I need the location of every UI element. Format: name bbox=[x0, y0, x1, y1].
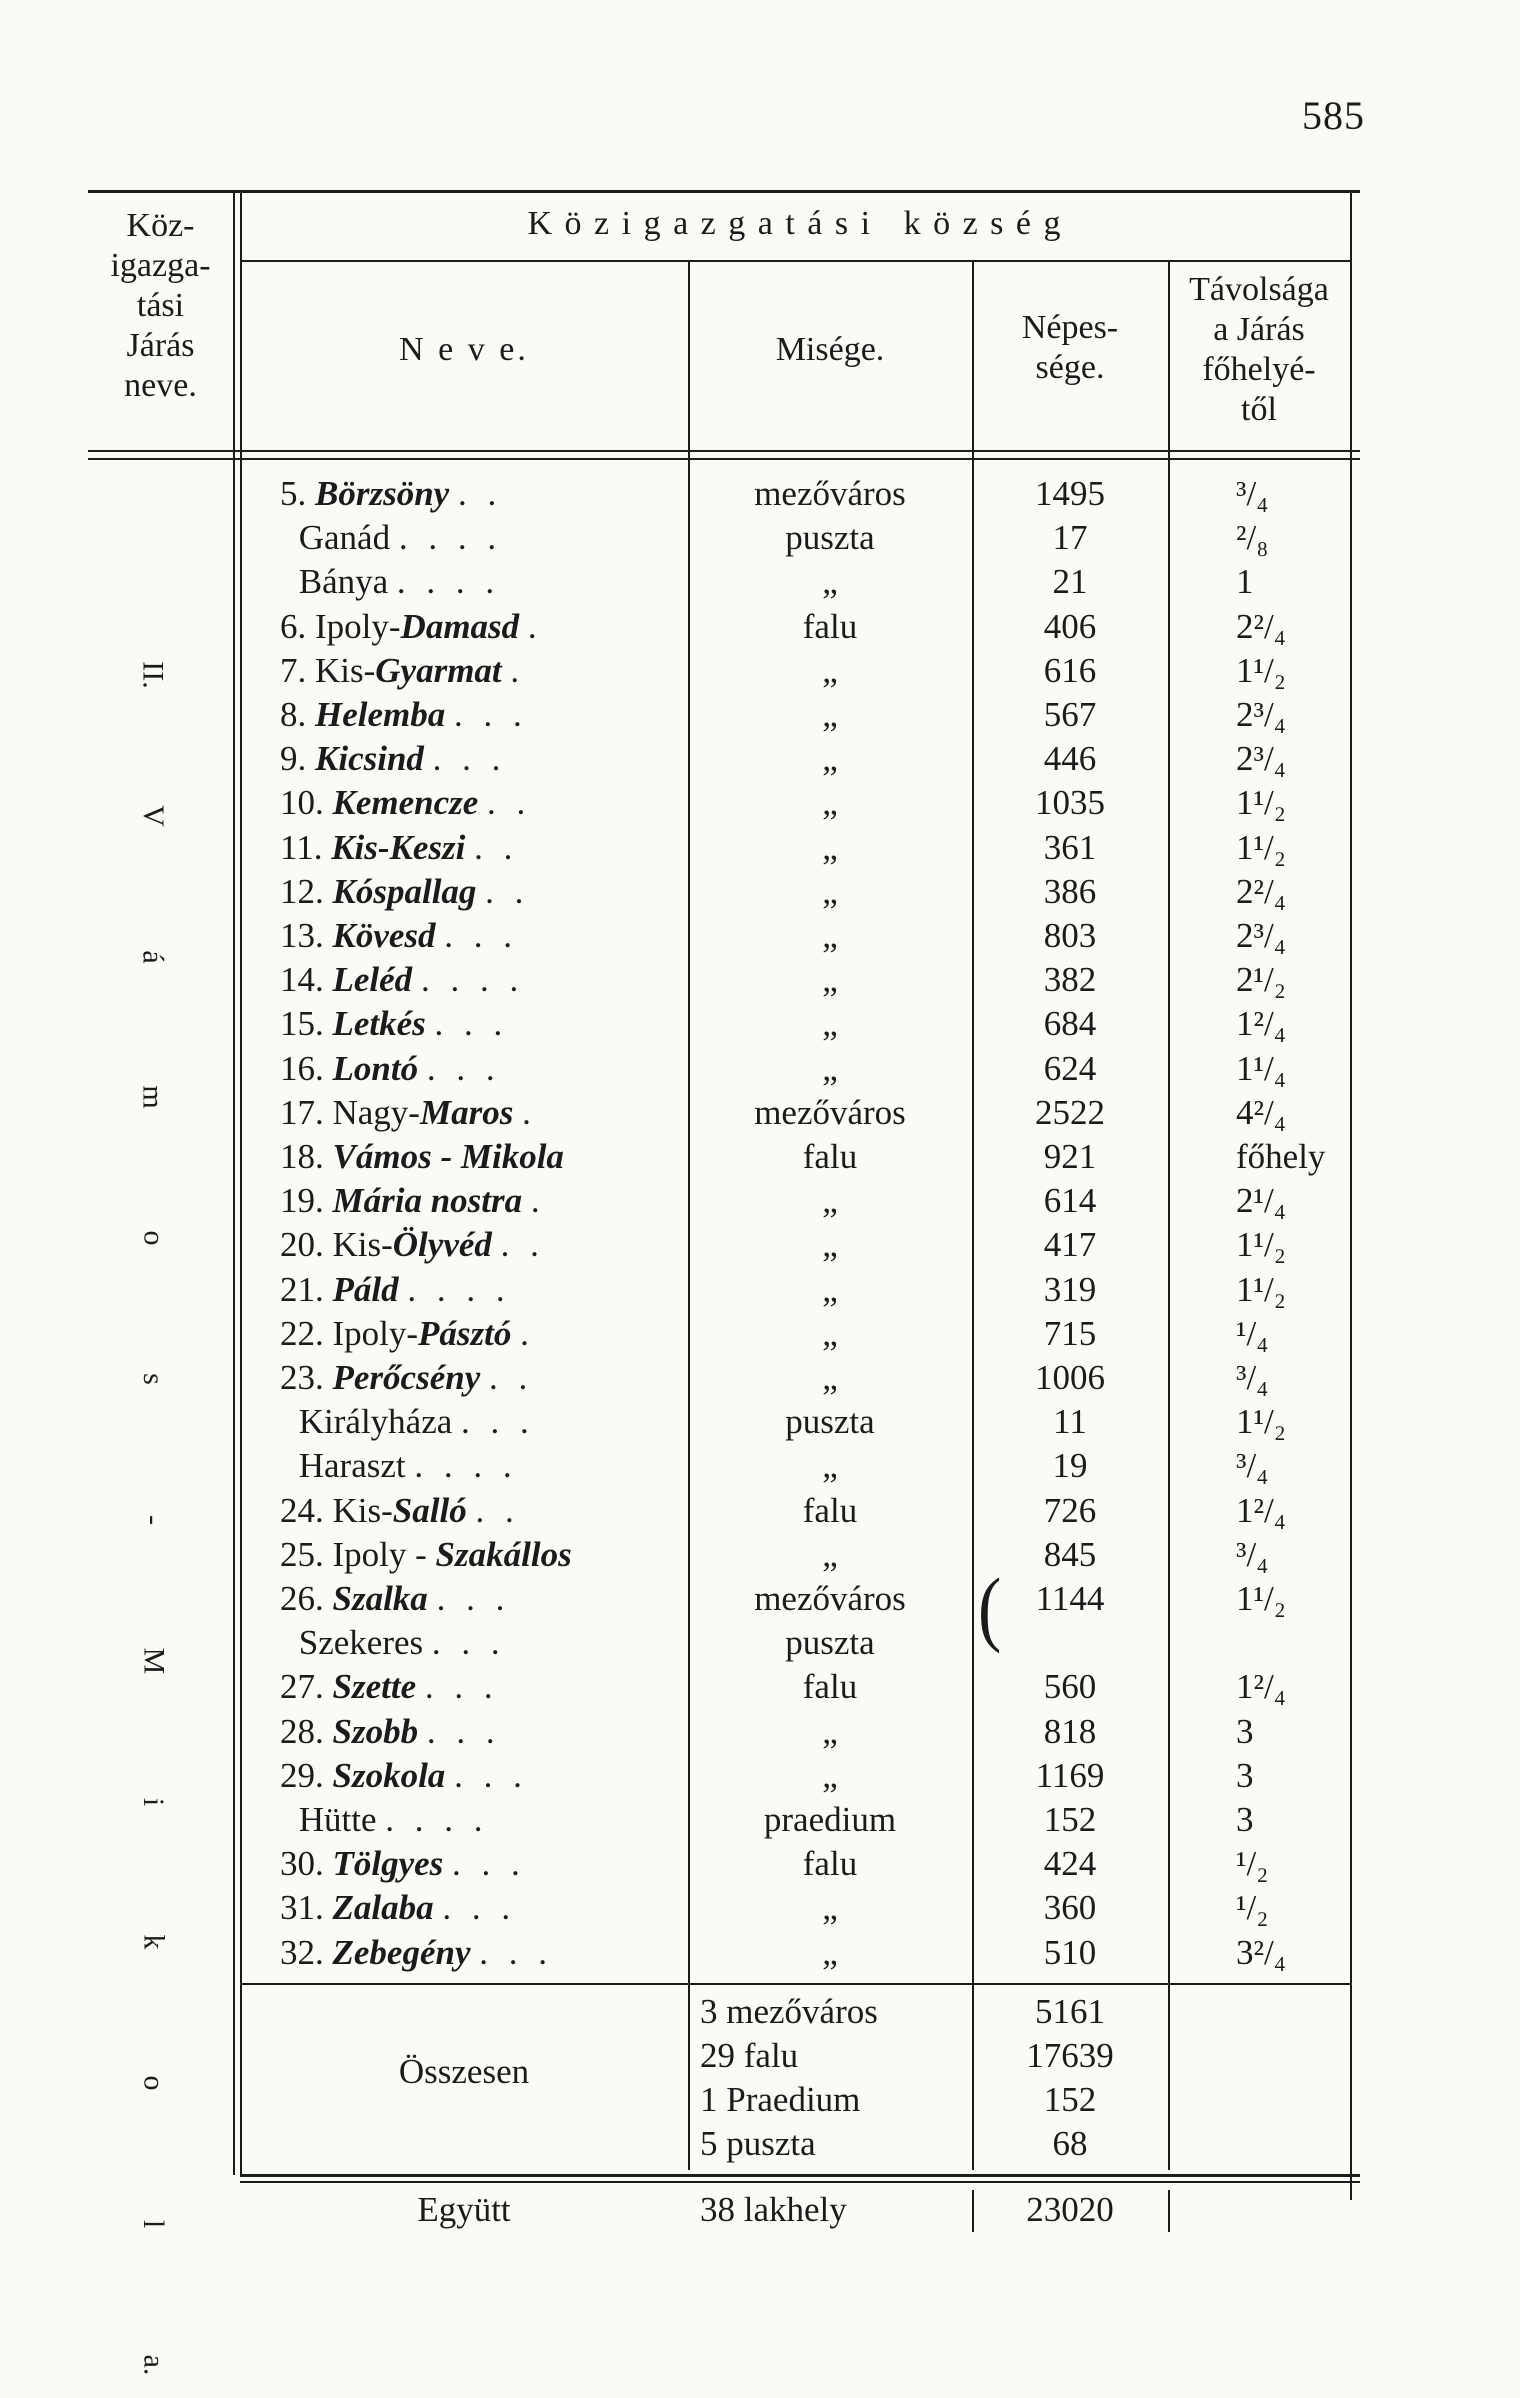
table-row bbox=[88, 1798, 1350, 1842]
municipality-rank: falu bbox=[802, 1137, 858, 1176]
municipality-rank: mezőváros bbox=[754, 1579, 906, 1618]
municipality-population: 319 bbox=[1043, 1269, 1097, 1309]
municipality-name: 31. Zalaba . . . bbox=[280, 1888, 517, 1928]
municipality-rank: „ bbox=[822, 1446, 838, 1486]
municipality-population: 803 bbox=[1043, 916, 1097, 955]
total-sep-2 bbox=[1168, 2190, 1170, 2232]
municipality-rank: „ bbox=[822, 916, 838, 955]
table-row bbox=[88, 1002, 1350, 1046]
municipality-population: 715 bbox=[1043, 1313, 1097, 1353]
municipality-population: 921 bbox=[1043, 1137, 1097, 1176]
municipality-distance: 2²/₄ bbox=[1236, 606, 1286, 646]
municipality-name: 8. Helemba . . . bbox=[280, 695, 528, 734]
municipality-population: 616 bbox=[1043, 650, 1097, 690]
table-row bbox=[88, 781, 1350, 825]
municipality-name: 15. Letkés . . . bbox=[280, 1004, 509, 1044]
municipality-distance: 2²/₄ bbox=[1236, 871, 1286, 911]
summary-population: 17639 bbox=[1026, 2036, 1114, 2075]
table-row bbox=[88, 958, 1350, 1002]
municipality-rank: „ bbox=[822, 1534, 838, 1574]
district-letter: s bbox=[137, 1373, 170, 1385]
summary-kind: 3 mezőváros bbox=[700, 1992, 878, 2031]
district-letter: a. bbox=[136, 2354, 170, 2376]
district-letter: V bbox=[136, 804, 170, 827]
table-row bbox=[88, 1754, 1350, 1798]
municipality-distance: 2¹/₂ bbox=[1236, 960, 1286, 1000]
municipality-distance: 1¹/₂ bbox=[1236, 1269, 1286, 1309]
name-column-header: N e v e. bbox=[399, 331, 529, 368]
district-letter: k bbox=[137, 1934, 170, 1950]
municipality-name: 32. Zebegény . . . bbox=[280, 1932, 553, 1972]
municipality-rank: „ bbox=[822, 562, 838, 602]
municipality-rank: „ bbox=[822, 1269, 838, 1309]
table-row bbox=[88, 1179, 1350, 1223]
municipality-distance: 1¹/₂ bbox=[1236, 1402, 1286, 1442]
municipality-population: 361 bbox=[1043, 827, 1097, 867]
top-rule bbox=[88, 190, 1360, 193]
municipality-distance: ¹/₄ bbox=[1236, 1313, 1269, 1353]
municipality-population: 19 bbox=[1052, 1446, 1088, 1486]
municipality-distance: 1¹/₂ bbox=[1236, 827, 1286, 867]
municipality-population: 624 bbox=[1043, 1048, 1097, 1088]
total-count: 38 lakhely bbox=[700, 2190, 847, 2229]
municipality-name: 28. Szobb . . . bbox=[280, 1711, 501, 1751]
population-column-header: Népes- sége. bbox=[1021, 309, 1119, 386]
municipality-rank: „ bbox=[822, 1358, 838, 1397]
municipality-name: 9. Kicsind . . . bbox=[280, 739, 507, 779]
municipality-rank: „ bbox=[822, 1755, 838, 1795]
municipality-rank: puszta bbox=[785, 1402, 875, 1442]
municipality-distance: 3 bbox=[1236, 1711, 1254, 1751]
municipality-name: 7. Kis-Gyarmat . bbox=[280, 650, 526, 690]
table-row bbox=[88, 826, 1350, 870]
summary-population: 152 bbox=[1043, 2080, 1097, 2119]
table-row bbox=[88, 1091, 1350, 1135]
district-letter: á bbox=[136, 949, 170, 964]
municipality-population: 11 bbox=[1053, 1402, 1087, 1442]
municipality-population: 567 bbox=[1043, 695, 1097, 734]
municipality-distance: ³/₄ bbox=[1236, 474, 1269, 513]
table-row bbox=[88, 737, 1350, 781]
municipality-population: 152 bbox=[1043, 1800, 1097, 1839]
table-row bbox=[88, 1047, 1350, 1091]
municipality-rank: „ bbox=[822, 827, 838, 867]
municipality-population: 1169 bbox=[1035, 1755, 1105, 1795]
district-letter: l bbox=[137, 2219, 170, 2229]
municipality-name: 30. Tölgyes . . . bbox=[280, 1844, 526, 1884]
municipality-rank: „ bbox=[822, 1004, 838, 1044]
municipality-population: 360 bbox=[1043, 1888, 1097, 1928]
municipality-population: 845 bbox=[1043, 1534, 1097, 1574]
municipality-name: 27. Szette . . . bbox=[280, 1667, 499, 1707]
municipality-population: 510 bbox=[1043, 1932, 1097, 1972]
municipality-rank: mezőváros bbox=[754, 1092, 906, 1132]
municipality-population: 424 bbox=[1043, 1844, 1097, 1884]
page-number: 585 bbox=[1302, 93, 1365, 138]
total-label: Együtt bbox=[417, 2190, 511, 2229]
municipality-population: 382 bbox=[1043, 960, 1097, 1000]
municipality-name: 23. Perőcsény . . bbox=[280, 1358, 534, 1397]
municipality-name: 10. Kemencze . . bbox=[280, 783, 532, 823]
municipality-name: Királyháza . . . bbox=[298, 1402, 535, 1442]
municipality-rank: „ bbox=[822, 650, 838, 690]
municipality-population: 21 bbox=[1052, 562, 1088, 602]
summary-population: 5161 bbox=[1035, 1992, 1105, 2031]
total-population: 23020 bbox=[1026, 2190, 1114, 2229]
table-row bbox=[88, 1312, 1350, 1356]
municipality-distance: 1¹/₂ bbox=[1236, 1579, 1286, 1618]
municipality-distance: 2³/₄ bbox=[1236, 695, 1286, 734]
municipality-rank: mezőváros bbox=[754, 474, 906, 513]
distance-column-header: Távolsága a Járás főhelyé- től bbox=[1189, 271, 1329, 428]
municipality-rank: falu bbox=[802, 606, 858, 646]
municipality-distance: 1²/₄ bbox=[1236, 1004, 1286, 1044]
table-row bbox=[88, 1489, 1350, 1533]
table-row bbox=[88, 605, 1350, 649]
municipality-rank: „ bbox=[822, 871, 838, 911]
municipality-distance: 3 bbox=[1236, 1800, 1254, 1839]
table-row bbox=[88, 1223, 1350, 1267]
municipality-distance: 2³/₄ bbox=[1236, 916, 1286, 955]
municipality-name: 29. Szokola . . . bbox=[280, 1755, 528, 1795]
municipality-rank: praedium bbox=[763, 1800, 897, 1839]
municipality-distance: ³/₄ bbox=[1236, 1534, 1269, 1574]
table-row bbox=[88, 1135, 1350, 1179]
municipality-rank: puszta bbox=[785, 518, 875, 558]
table-row bbox=[88, 1356, 1350, 1400]
municipality-distance: 1¹/₄ bbox=[1236, 1048, 1286, 1088]
municipality-distance: 1¹/₂ bbox=[1236, 650, 1286, 690]
municipality-rank: „ bbox=[822, 1888, 838, 1928]
municipality-name: 18. Vámos - Mikola bbox=[280, 1137, 564, 1176]
municipality-distance: 1 bbox=[1236, 562, 1254, 602]
table-row bbox=[88, 1533, 1350, 1577]
summary-population: 68 bbox=[1052, 2124, 1088, 2163]
municipality-population: 417 bbox=[1043, 1225, 1097, 1265]
table-row bbox=[88, 1268, 1350, 1312]
municipality-distance: 1¹/₂ bbox=[1236, 783, 1286, 823]
table-row bbox=[88, 1400, 1350, 1444]
municipality-rank: „ bbox=[822, 960, 838, 1000]
district-letter: m bbox=[137, 1085, 170, 1110]
district-letter: II. bbox=[136, 661, 170, 689]
table-row bbox=[88, 1577, 1350, 1621]
municipality-name: 17. Nagy-Maros . bbox=[280, 1092, 537, 1132]
municipality-name: 11. Kis-Keszi . . bbox=[280, 827, 519, 867]
municipality-rank: falu bbox=[802, 1844, 858, 1884]
municipality-name: 24. Kis-Salló . . bbox=[280, 1490, 520, 1530]
table-row bbox=[88, 1886, 1350, 1930]
municipality-population: 560 bbox=[1043, 1667, 1097, 1707]
municipality-distance: ²/₈ bbox=[1236, 518, 1269, 558]
municipality-name: 22. Ipoly-Pásztó . bbox=[280, 1313, 535, 1353]
municipality-name: 16. Lontó . . . bbox=[280, 1048, 501, 1088]
municipality-population: 2522 bbox=[1035, 1092, 1105, 1132]
table-row bbox=[88, 560, 1350, 604]
municipality-rank: „ bbox=[822, 1711, 838, 1751]
municipality-population: 1495 bbox=[1035, 474, 1105, 513]
table-row bbox=[88, 914, 1350, 958]
municipality-population: 726 bbox=[1043, 1490, 1097, 1530]
summary-label: Összesen bbox=[398, 2052, 530, 2091]
municipality-name: 5. Börzsöny . . bbox=[280, 474, 503, 513]
table-row bbox=[88, 516, 1350, 560]
municipality-name: 13. Kövesd . . . bbox=[280, 916, 519, 955]
municipality-rank: puszta bbox=[785, 1623, 875, 1663]
municipality-distance: 3²/₄ bbox=[1236, 1932, 1286, 1972]
municipality-distance: ¹/₂ bbox=[1236, 1888, 1269, 1928]
district-letter: - bbox=[137, 1514, 170, 1525]
table-row bbox=[88, 870, 1350, 914]
municipality-name: 25. Ipoly - Szakállos bbox=[280, 1534, 572, 1574]
municipality-distance: 4²/₄ bbox=[1236, 1092, 1286, 1132]
municipality-population: 1144 bbox=[1035, 1579, 1105, 1618]
municipality-name: 20. Kis-Ölyvéd . . bbox=[280, 1225, 545, 1265]
table-row bbox=[88, 1710, 1350, 1754]
municipality-rank: „ bbox=[822, 1225, 838, 1265]
municipality-distance: 2³/₄ bbox=[1236, 739, 1286, 779]
municipality-distance: 3 bbox=[1236, 1755, 1254, 1795]
total-rule-1 bbox=[240, 2174, 1360, 2177]
municipality-population: 446 bbox=[1043, 739, 1097, 779]
municipality-distance: ¹/₂ bbox=[1236, 1844, 1269, 1884]
municipality-population: 406 bbox=[1043, 606, 1097, 646]
municipality-rank: „ bbox=[822, 1181, 838, 1221]
municipality-name: Hütte . . . . bbox=[298, 1800, 489, 1839]
subheader-rule bbox=[240, 260, 1350, 262]
municipality-rank: „ bbox=[822, 1313, 838, 1353]
municipality-rank: „ bbox=[822, 695, 838, 734]
district-letter: o bbox=[137, 1230, 170, 1246]
municipality-name: 19. Mária nostra . bbox=[280, 1181, 546, 1221]
municipality-name: Bánya . . . . bbox=[298, 562, 501, 602]
district-column-header: Köz- igazga- tási Járás neve. bbox=[110, 207, 211, 404]
municipality-distance: 2¹/₄ bbox=[1236, 1181, 1286, 1221]
table-row bbox=[88, 472, 1350, 516]
summary-rule bbox=[240, 1983, 1350, 1985]
summary-kind: 5 puszta bbox=[700, 2124, 816, 2163]
summary-kind: 1 Praedium bbox=[700, 2080, 861, 2119]
municipality-rank: „ bbox=[822, 1048, 838, 1088]
table-row bbox=[88, 693, 1350, 737]
total-rule-2 bbox=[240, 2181, 1360, 2183]
table-row bbox=[88, 1665, 1350, 1709]
municipality-population: 1035 bbox=[1035, 783, 1105, 823]
table-row bbox=[88, 1621, 1350, 1665]
municipality-name: 6. Ipoly-Damasd . bbox=[280, 606, 543, 646]
municipality-name: 26. Szalka . . . bbox=[280, 1579, 511, 1618]
municipality-rank: falu bbox=[802, 1490, 858, 1530]
municipality-population: 1006 bbox=[1035, 1358, 1105, 1397]
municipality-rank: „ bbox=[822, 1932, 838, 1972]
municipality-distance: főhely bbox=[1236, 1137, 1326, 1176]
table-row bbox=[88, 649, 1350, 693]
municipality-name: Szekeres . . . bbox=[298, 1623, 506, 1663]
municipality-name: Haraszt . . . . bbox=[298, 1446, 518, 1486]
table-row bbox=[88, 1444, 1350, 1488]
municipality-population: 386 bbox=[1043, 871, 1097, 911]
municipality-distance: 1²/₄ bbox=[1236, 1490, 1286, 1530]
municipality-distance: 1¹/₂ bbox=[1236, 1225, 1286, 1265]
municipality-population: 614 bbox=[1043, 1181, 1097, 1221]
municipality-population: 17 bbox=[1052, 518, 1088, 558]
district-letter: i bbox=[137, 1797, 170, 1806]
municipality-distance: 1²/₄ bbox=[1236, 1667, 1286, 1707]
municipality-name: 12. Kóspallag . . bbox=[280, 871, 530, 911]
municipality-table bbox=[88, 190, 1360, 2376]
municipality-rank: falu bbox=[802, 1667, 858, 1707]
table-row bbox=[88, 1931, 1350, 1975]
municipality-rank: „ bbox=[822, 739, 838, 779]
bracket-mark: ( bbox=[978, 1562, 1002, 1655]
rank-column-header: Misége. bbox=[775, 331, 885, 368]
district-letter: o bbox=[137, 2075, 170, 2091]
table-row bbox=[88, 1842, 1350, 1886]
summary-kind: 29 falu bbox=[700, 2036, 799, 2075]
municipality-rank: „ bbox=[822, 783, 838, 823]
municipality-distance: ³/₄ bbox=[1236, 1358, 1269, 1397]
municipality-population: 684 bbox=[1043, 1004, 1097, 1044]
municipality-name: 21. Páld . . . . bbox=[280, 1269, 511, 1309]
municipality-name: Ganád . . . . bbox=[298, 518, 503, 558]
municipality-population: 818 bbox=[1043, 1711, 1097, 1751]
municipality-name: 14. Leléd . . . . bbox=[280, 960, 525, 1000]
municipality-group-header: K ö z i g a z g a t á s i k ö z s é g bbox=[527, 205, 1063, 242]
municipality-distance: ³/₄ bbox=[1236, 1446, 1269, 1486]
district-letter: M bbox=[137, 1647, 170, 1675]
